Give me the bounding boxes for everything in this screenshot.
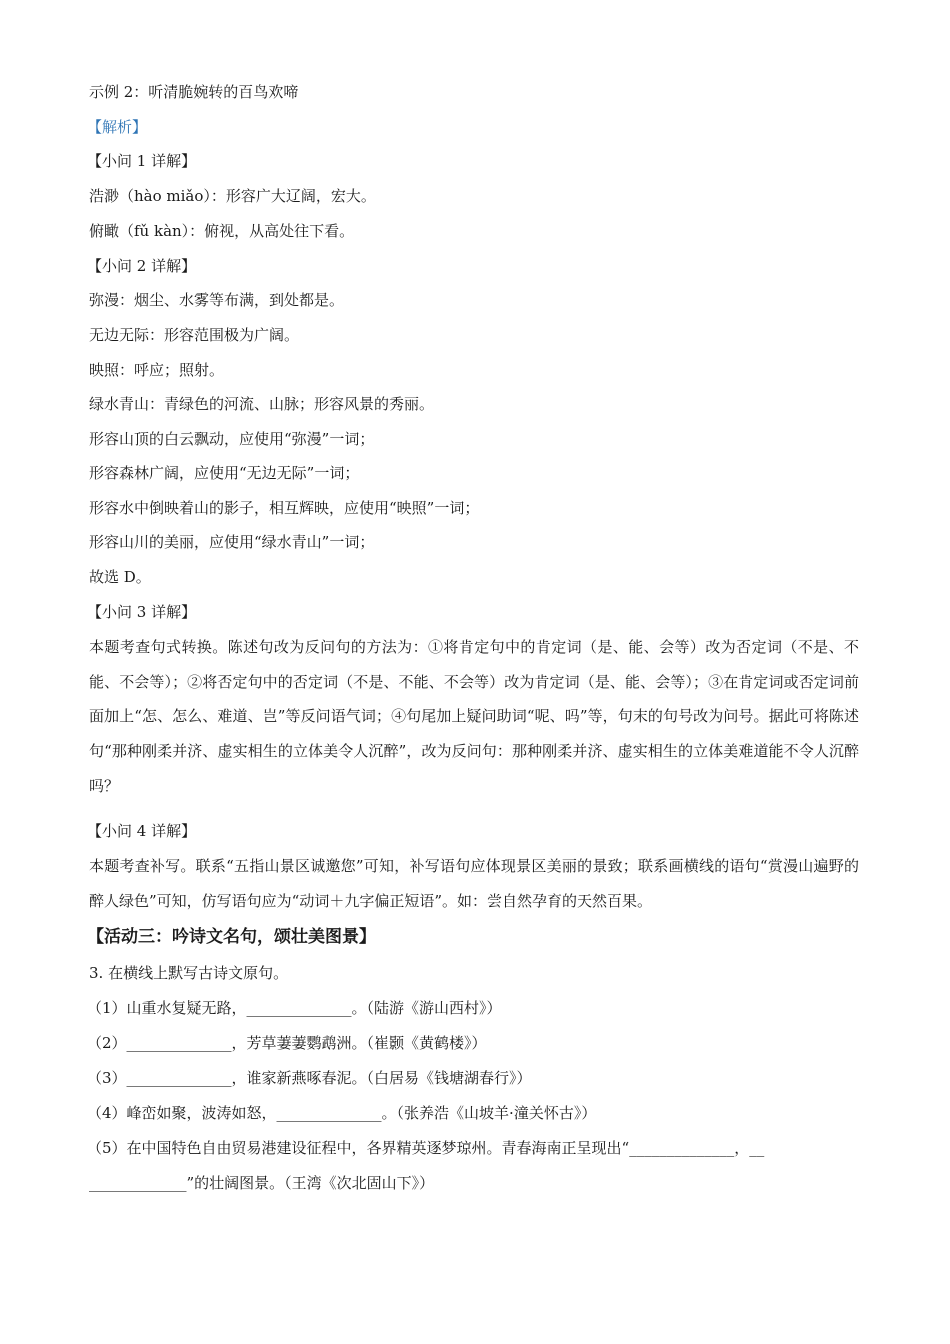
q2-line-2: 无边无际：形容范围极为广阔。 [89, 326, 300, 344]
q1-heading: 【小问 1 详解】 [87, 152, 197, 170]
q2-line-4: 绿水青山：青绿色的河流、山脉；形容风景的秀丽。 [89, 395, 435, 413]
question-3-stem: 3. 在横线上默写古诗文原句。 [89, 964, 289, 982]
item-5-line-2: _____________”的壮阔图景。（王湾《次北固山下》） [89, 1174, 435, 1192]
q3-paragraph: 本题考查句式转换。陈述句改为反问句的方法为：①将肯定句中的肯定词（是、能、会等）改为否定词（不是、不能、不会等）；②将否定句中的否定词（不是、不能、不会等）改为肯定词（是、能、会等）；③在肯定词或否定词前面加上“怎、怎么、难道、岂”等反问语气词；④句尾加上疑问助词“呢、吗”等，句末的句号改为问号。据此可将陈述句“那种刚柔并济、虚实相生的立体美令人沉醉”，改为反问句：那种刚柔并济、虚实相生的立体美难道能不令人沉醉吗？ [89, 638, 859, 795]
q2-line-3: 映照：呼应；照射。 [89, 361, 225, 379]
q2-line-1: 弥漫：烟尘、水雾等布满，到处都是。 [89, 291, 345, 309]
q2-line-8: 形容山川的美丽，应使用“绿水青山”一词； [89, 533, 375, 551]
item-5-line-1: （5）在中国特色自由贸易港建设征程中，各界精英逐梦琼州。青春海南正呈现出“______________，__ [87, 1139, 765, 1157]
item-4: （4）峰峦如聚，波涛如怒，______________。（张养浩《山坡羊·潼关怀古》） [87, 1104, 597, 1122]
item-1: （1）山重水复疑无路，______________。（陆游《游山西村》） [87, 999, 502, 1017]
q2-heading: 【小问 2 详解】 [87, 257, 197, 275]
item-2: （2）______________，芳草萋萋鹦鹉洲。（崔颢《黄鹤楼》） [87, 1034, 487, 1052]
q2-line-7: 形容水中倒映着山的影子，相互辉映，应使用“映照”一词； [89, 499, 480, 517]
example-2-line: 示例 2：听清脆婉转的百鸟欢啼 [89, 83, 299, 101]
q4-heading: 【小问 4 详解】 [87, 822, 197, 840]
q1-line-2: 俯瞰（fǔ kàn）：俯视，从高处往下看。 [89, 222, 355, 240]
q3-heading: 【小问 3 详解】 [87, 603, 197, 621]
activity-3-title: 【活动三：吟诗文名句，颂壮美图景】 [87, 927, 376, 947]
analysis-heading: 【解析】 [87, 118, 148, 136]
item-3: （3）______________，谁家新燕啄春泥。（白居易《钱塘湖春行》） [87, 1069, 532, 1087]
q2-line-6: 形容森林广阔，应使用“无边无际”一词； [89, 464, 360, 482]
q4-paragraph: 本题考查补写。联系“五指山景区诚邀您”可知，补写语句应体现景区美丽的景致；联系画横线的语句“赏漫山遍野的醉人绿色”可知，仿写语句应为“动词＋九字偏正短语”。如：尝自然孕育的天然百果。 [89, 857, 859, 910]
q2-line-5: 形容山顶的白云飘动，应使用“弥漫”一词； [89, 430, 375, 448]
q1-line-1: 浩渺（hào miǎo）：形容广大辽阔，宏大。 [89, 187, 376, 205]
q2-answer: 故选 D。 [89, 568, 151, 586]
